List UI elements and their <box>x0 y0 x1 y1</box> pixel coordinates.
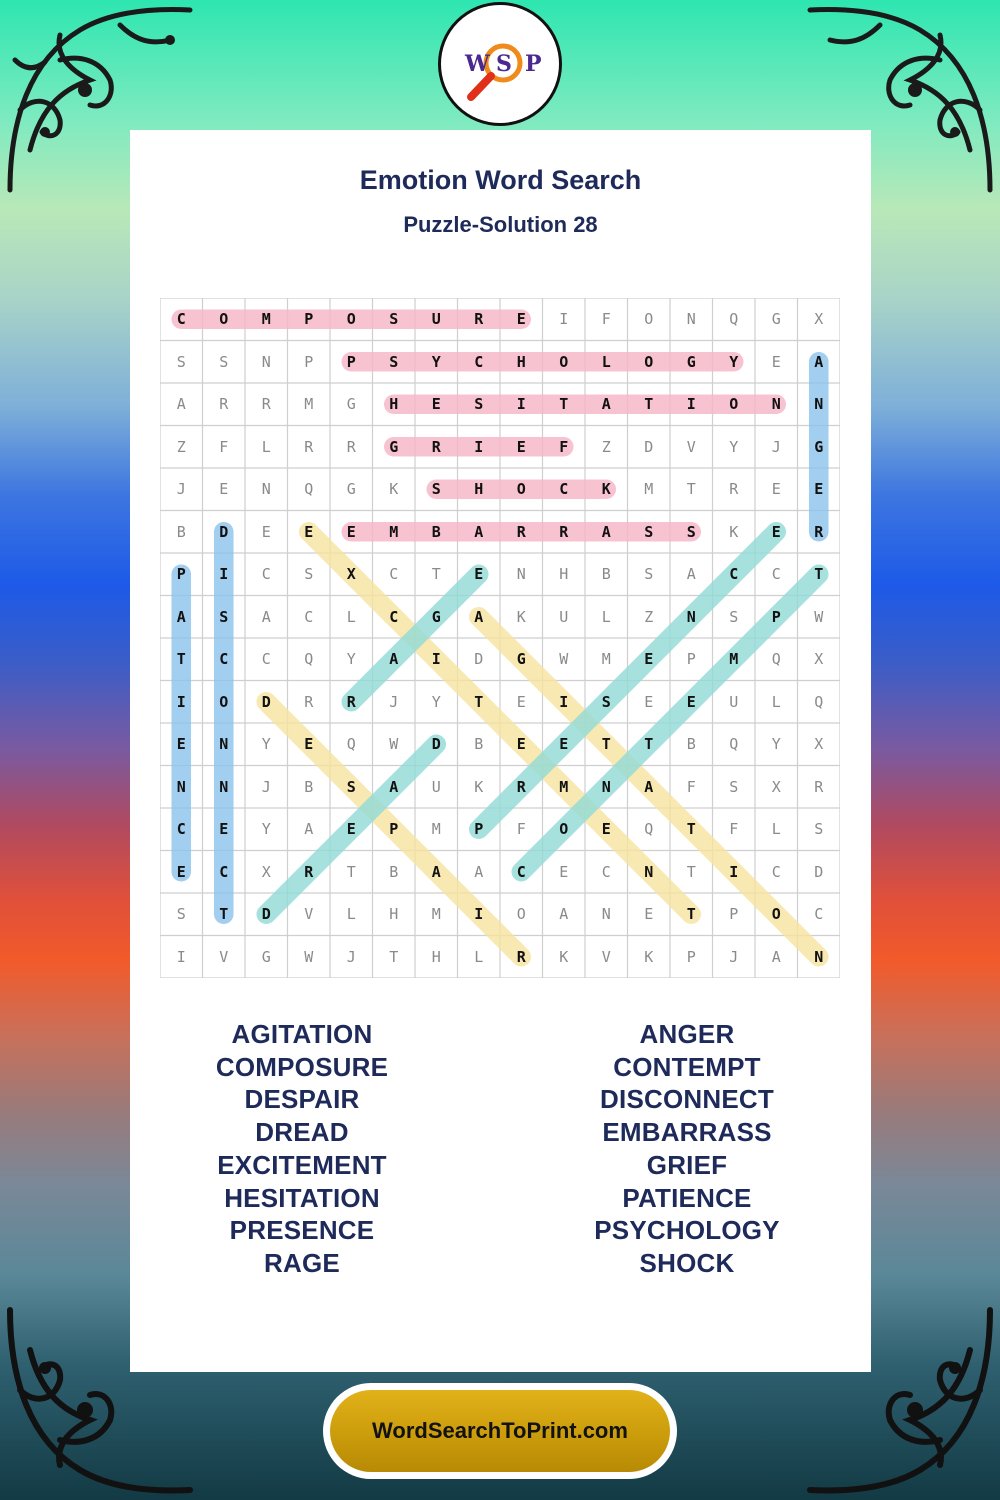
grid-cell: H <box>516 352 526 371</box>
word-list-item: EMBARRASS <box>602 1117 772 1148</box>
grid-cell: O <box>644 352 654 371</box>
grid-cell: G <box>516 650 526 668</box>
grid-cell: A <box>686 565 696 583</box>
word-list-item: GRIEF <box>646 1149 728 1180</box>
grid-cell: J <box>261 777 271 796</box>
grid-cell: E <box>346 820 356 838</box>
grid-cell: E <box>474 565 484 583</box>
grid-cell: P <box>304 310 314 328</box>
word-list-item: SHOCK <box>639 1247 735 1278</box>
grid-cell: U <box>431 777 441 796</box>
grid-cell: H <box>389 395 399 413</box>
grid-cell: H <box>474 480 484 498</box>
grid-cell: S <box>389 310 399 328</box>
word-list-left <box>122 1018 482 1280</box>
grid-cell: P <box>686 650 696 668</box>
grid-cell: W <box>559 650 569 668</box>
grid-cell: X <box>814 310 824 328</box>
grid-cell: T <box>686 820 696 838</box>
logo-letter-w: W <box>465 51 490 77</box>
website-label: WordSearchToPrint.com <box>330 1390 670 1472</box>
grid-cell: R <box>559 522 569 541</box>
grid-cell: J <box>729 947 739 966</box>
grid-cell: E <box>686 692 696 711</box>
grid-cell: M <box>431 820 441 838</box>
grid-cell: A <box>474 862 484 881</box>
grid-cell: O <box>516 480 526 498</box>
grid-cell: O <box>559 352 569 371</box>
grid-cell: D <box>814 862 824 881</box>
grid-cell: A <box>644 777 654 796</box>
grid-cell: Y <box>346 650 356 668</box>
grid-cell: V <box>304 905 314 923</box>
grid-cell: Q <box>729 310 739 328</box>
grid-cell: M <box>601 650 611 668</box>
grid-cell: V <box>601 947 611 966</box>
grid-cell: G <box>389 437 399 456</box>
grid-cell: I <box>516 395 526 413</box>
grid-cell: E <box>176 735 186 753</box>
grid-cell: K <box>729 522 739 541</box>
grid-cell: R <box>814 777 824 796</box>
grid-cell: T <box>389 947 399 966</box>
grid-cell: I <box>474 905 484 923</box>
grid-cell: S <box>389 352 399 371</box>
grid-cell: Y <box>431 352 441 371</box>
grid-cell: R <box>304 437 314 456</box>
grid-cell: F <box>516 820 526 838</box>
grid-cell: Y <box>431 692 441 711</box>
grid-cell: B <box>431 522 441 541</box>
grid-cell: G <box>686 352 696 371</box>
grid-cell: T <box>431 565 441 583</box>
logo-letter-s: S <box>496 51 512 77</box>
grid-cell: N <box>601 905 611 923</box>
puzzle-title: Emotion Word Search <box>359 165 642 195</box>
grid-cell: O <box>516 905 526 923</box>
grid-cell: B <box>601 565 611 583</box>
grid-cell: G <box>771 310 781 328</box>
grid-cell: S <box>219 607 229 626</box>
grid-cell: K <box>601 480 611 498</box>
word-list-item: PSYCHOLOGY <box>594 1215 780 1246</box>
word-list-item: EXCITEMENT <box>217 1149 387 1180</box>
grid-cell: C <box>771 862 781 881</box>
grid-cell: F <box>729 820 739 838</box>
grid-cell: R <box>304 862 314 881</box>
grid-cell: T <box>346 862 356 881</box>
grid-cell: R <box>346 692 356 711</box>
grid-cell: P <box>474 820 484 838</box>
grid-cell: E <box>346 522 356 541</box>
grid-cell: C <box>389 565 399 583</box>
grid-cell: O <box>346 310 356 328</box>
grid-cell: A <box>601 395 611 413</box>
grid-cell: A <box>304 820 314 838</box>
grid-cell: S <box>176 352 186 371</box>
word-list-item: AGITATION <box>231 1019 373 1049</box>
puzzle-card <box>130 130 871 1372</box>
grid-cell: Z <box>644 607 654 626</box>
grid-cell: K <box>474 777 484 796</box>
grid-cell: R <box>304 692 314 711</box>
grid-cell: I <box>686 395 696 413</box>
word-list-item: PRESENCE <box>229 1215 375 1246</box>
grid-cell: M <box>559 777 569 796</box>
grid-cell: E <box>304 735 314 753</box>
grid-cell: C <box>729 565 739 583</box>
grid-cell: K <box>516 607 526 626</box>
grid-cell: I <box>219 565 229 583</box>
word-list-item: RAGE <box>264 1247 340 1278</box>
grid-cell: A <box>601 522 611 541</box>
grid-cell: L <box>261 437 271 456</box>
grid-cell: A <box>261 607 271 626</box>
grid-cell: N <box>601 777 611 796</box>
word-list-item: COMPOSURE <box>215 1051 389 1082</box>
grid-cell: P <box>686 947 696 966</box>
grid-cell: L <box>346 905 356 923</box>
grid-cell: S <box>176 905 186 923</box>
grid-cell: E <box>644 692 654 711</box>
grid-cell: C <box>389 607 399 626</box>
grid-cell: N <box>686 607 696 626</box>
grid-cell: G <box>814 437 824 456</box>
grid-cell: C <box>219 650 229 668</box>
grid-cell: S <box>729 607 739 626</box>
grid-cell: X <box>771 777 781 796</box>
grid-cell: J <box>346 947 356 966</box>
grid-cell: Q <box>346 735 356 753</box>
grid-cell: T <box>474 692 484 711</box>
grid-cell: R <box>516 522 526 541</box>
grid-cell: P <box>729 905 739 923</box>
grid-cell: I <box>729 862 739 881</box>
grid-cell: E <box>261 522 271 541</box>
grid-cell: T <box>686 862 696 881</box>
grid-cell: I <box>559 692 569 711</box>
grid-cell: Z <box>601 437 611 456</box>
grid-cell: R <box>729 480 739 498</box>
grid-cell: V <box>686 437 696 456</box>
grid-cell: N <box>219 735 229 753</box>
grid-cell: D <box>474 650 484 668</box>
grid-cell: W <box>389 735 399 753</box>
grid-cell: B <box>304 777 314 796</box>
grid-cell: S <box>219 352 229 371</box>
grid-cell: P <box>346 352 356 371</box>
grid-cell: S <box>304 565 314 583</box>
grid-cell: B <box>389 862 399 881</box>
grid-cell: N <box>261 352 271 371</box>
grid-cell: X <box>814 650 824 668</box>
word-search-grid <box>160 298 840 978</box>
grid-cell: I <box>176 692 186 711</box>
grid-cell: E <box>771 522 781 541</box>
grid-cell: H <box>431 947 441 966</box>
grid-cell: E <box>771 352 781 371</box>
grid-cell: U <box>431 310 441 328</box>
grid-cell: N <box>686 310 696 328</box>
grid-cell: R <box>346 437 356 456</box>
grid-cell: E <box>516 735 526 753</box>
grid-cell: G <box>346 395 356 413</box>
grid-cell: E <box>644 905 654 923</box>
grid-cell: D <box>644 437 654 456</box>
grid-cell: A <box>771 947 781 966</box>
grid-cell: Y <box>771 735 781 753</box>
grid-cell: P <box>389 820 399 838</box>
grid-cell: W <box>814 607 824 626</box>
grid-cell: C <box>176 310 186 328</box>
grid-cell: N <box>516 565 526 583</box>
grid-cell: Q <box>644 820 654 838</box>
puzzle-subtitle: Puzzle-Solution 28 <box>403 212 598 237</box>
grid-cell: H <box>559 565 569 583</box>
grid-cell: G <box>431 607 441 626</box>
word-list-right <box>507 1018 867 1280</box>
grid-cell: N <box>771 395 781 413</box>
grid-cell: D <box>431 735 441 753</box>
grid-cell: P <box>771 607 781 626</box>
grid-cell: A <box>559 905 569 923</box>
grid-cell: D <box>261 692 271 711</box>
grid-cell: Y <box>261 820 271 838</box>
grid-cell: X <box>814 735 824 753</box>
grid-cell: A <box>474 607 484 626</box>
grid-cell: N <box>176 777 186 796</box>
grid-cell: S <box>346 777 356 796</box>
grid-cell: I <box>559 310 569 328</box>
grid-cell: E <box>771 480 781 498</box>
grid-cell: L <box>601 352 611 371</box>
grid-cell: E <box>219 820 229 838</box>
grid-cell: E <box>219 480 229 498</box>
grid-cell: B <box>686 735 696 753</box>
word-list-item: DISCONNECT <box>600 1084 774 1115</box>
grid-cell: E <box>644 650 654 668</box>
grid-cell: O <box>559 820 569 838</box>
grid-cell: M <box>389 522 399 541</box>
grid-cell: R <box>814 522 824 541</box>
grid-cell: M <box>261 310 271 328</box>
grid-cell: L <box>474 947 484 966</box>
grid-cell: L <box>771 692 781 711</box>
grid-cell: N <box>644 862 654 881</box>
grid-cell: C <box>304 607 314 626</box>
grid-cell: E <box>559 862 569 881</box>
grid-cell: E <box>601 820 611 838</box>
grid-cell: E <box>516 692 526 711</box>
grid-cell: O <box>729 395 739 413</box>
grid-cell: S <box>431 480 441 498</box>
grid-cell: H <box>389 905 399 923</box>
grid-cell: O <box>219 310 229 328</box>
grid-cell: T <box>644 395 654 413</box>
grid-cell: M <box>431 905 441 923</box>
grid-cell: A <box>176 607 186 626</box>
grid-cell: A <box>176 395 186 413</box>
grid-cell: T <box>814 565 824 583</box>
grid-cell: J <box>771 437 781 456</box>
grid-cell: S <box>814 820 824 838</box>
grid-cell: D <box>219 522 229 541</box>
grid-cell: K <box>559 947 569 966</box>
grid-cell: O <box>644 310 654 328</box>
grid-cell: E <box>516 310 526 328</box>
grid-cell: M <box>644 480 654 498</box>
grid-cell: C <box>219 862 229 881</box>
grid-cell: R <box>261 395 271 413</box>
grid-cell: S <box>686 522 696 541</box>
grid-cell: T <box>176 650 186 668</box>
magnifier-logo-icon <box>441 5 559 123</box>
grid-cell: S <box>729 777 739 796</box>
grid-cell: L <box>601 607 611 626</box>
word-list-item: ANGER <box>639 1019 735 1049</box>
grid-cell: C <box>771 565 781 583</box>
grid-cell: P <box>176 565 186 583</box>
grid-cell: Q <box>304 480 314 498</box>
grid-cell: V <box>219 947 229 966</box>
grid-cell: B <box>474 735 484 753</box>
grid-cell: U <box>559 607 569 626</box>
grid-cell: T <box>559 395 569 413</box>
grid-cell: R <box>474 310 484 328</box>
grid-cell: R <box>219 395 229 413</box>
grid-cell: R <box>431 437 441 456</box>
grid-cell: M <box>729 650 739 668</box>
grid-cell: J <box>176 480 186 498</box>
grid-cell: S <box>601 692 611 711</box>
word-list-item: CONTEMPT <box>613 1051 761 1082</box>
grid-cell: Y <box>729 437 739 456</box>
grid-cell: L <box>771 820 781 838</box>
grid-cell: C <box>601 862 611 881</box>
grid-cell: C <box>176 820 186 838</box>
wsp-logo <box>438 2 562 126</box>
grid-cell: I <box>431 650 441 668</box>
grid-cell: E <box>814 480 824 498</box>
grid-cell: Q <box>304 650 314 668</box>
grid-cell: O <box>219 692 229 711</box>
grid-cell: E <box>559 735 569 753</box>
grid-cell: E <box>304 522 314 541</box>
grid-cell: L <box>346 607 356 626</box>
grid-cell: N <box>814 395 824 413</box>
word-list-item: HESITATION <box>224 1182 380 1213</box>
grid-cell: I <box>176 947 186 966</box>
grid-cell: C <box>261 650 271 668</box>
grid-cell: F <box>559 437 569 456</box>
grid-cell: A <box>474 522 484 541</box>
grid-cell: E <box>516 437 526 456</box>
grid-cell: Q <box>771 650 781 668</box>
grid-cell: F <box>219 437 229 456</box>
grid-cell: A <box>389 650 399 668</box>
grid-cell: X <box>346 565 356 583</box>
grid-cell: C <box>814 905 824 923</box>
grid-cell: Y <box>729 352 739 371</box>
grid-cell: A <box>431 862 441 881</box>
grid-cell: Z <box>176 437 186 456</box>
grid-cell: O <box>771 905 781 923</box>
grid-cell: C <box>474 352 484 371</box>
grid-cell: B <box>176 522 186 541</box>
grid-cell: D <box>261 905 271 923</box>
grid-cell: T <box>601 735 611 753</box>
grid-cell: S <box>474 395 484 413</box>
grid-cell: C <box>516 862 526 881</box>
grid-cell: N <box>814 947 824 966</box>
word-list-item: DESPAIR <box>244 1084 360 1115</box>
grid-cell: I <box>474 437 484 456</box>
grid-cell: F <box>601 310 611 328</box>
grid-cell: Q <box>814 692 824 711</box>
grid-cell: Q <box>729 735 739 753</box>
grid-cell: A <box>814 352 824 371</box>
grid-cell: U <box>729 692 739 711</box>
grid-cell: G <box>346 480 356 498</box>
grid-cell: P <box>304 352 314 371</box>
grid-cell: R <box>516 947 526 966</box>
grid-cell: N <box>261 480 271 498</box>
grid-cell: W <box>304 947 314 966</box>
grid-cell: S <box>644 522 654 541</box>
grid-cell: K <box>389 480 399 498</box>
website-link-button[interactable] <box>323 1383 677 1479</box>
grid-cell: F <box>686 777 696 796</box>
word-list-item: PATIENCE <box>622 1182 752 1213</box>
grid-cell: E <box>431 395 441 413</box>
grid-cell: X <box>261 862 271 881</box>
grid-cell: R <box>516 777 526 796</box>
grid-cell: K <box>644 947 654 966</box>
grid-cell: T <box>219 905 229 923</box>
grid-cell: T <box>686 480 696 498</box>
grid-cell: Y <box>261 735 271 753</box>
grid-cell: C <box>559 480 569 498</box>
grid-cell: G <box>261 947 271 966</box>
grid-cell: C <box>261 565 271 583</box>
grid-cell: J <box>389 692 399 711</box>
grid-cell: E <box>176 862 186 881</box>
word-list-item: DREAD <box>255 1117 349 1148</box>
grid-cell: N <box>219 777 229 796</box>
grid-cell: T <box>644 735 654 753</box>
logo-letter-p: P <box>525 51 542 77</box>
grid-cell: M <box>304 395 314 413</box>
grid-cell: A <box>389 777 399 796</box>
grid-cell: T <box>686 905 696 923</box>
grid-cell: S <box>644 565 654 583</box>
